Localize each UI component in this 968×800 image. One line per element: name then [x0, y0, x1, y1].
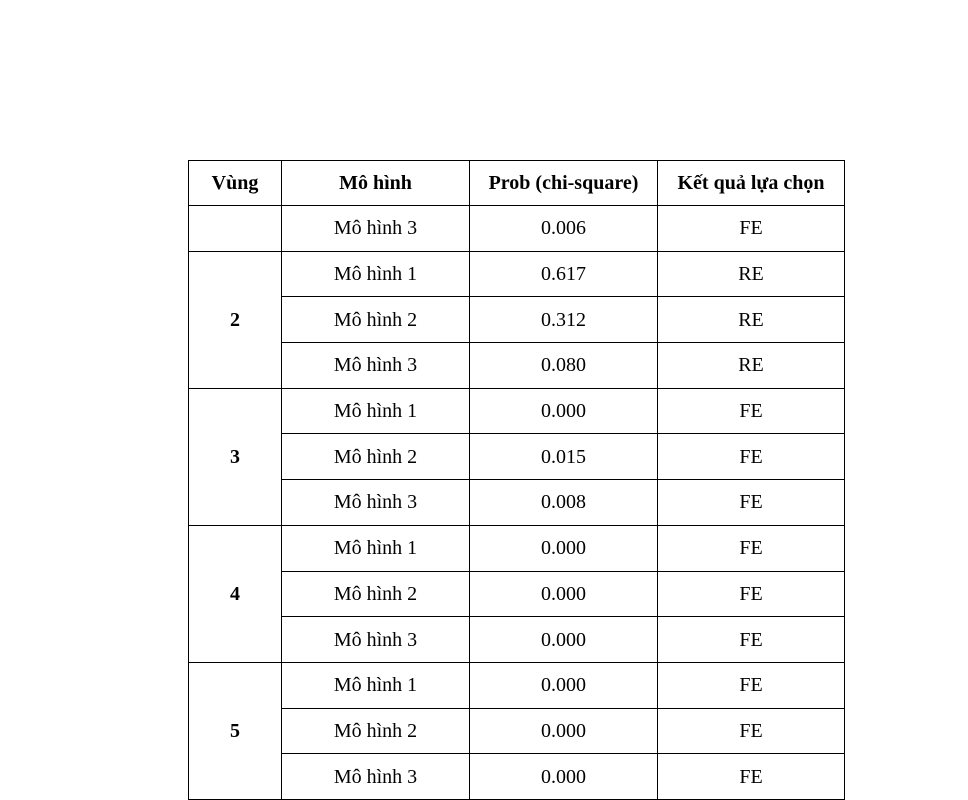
- region-cell: 3: [189, 388, 282, 525]
- model-cell: Mô hình 3: [282, 617, 470, 663]
- table-row: [189, 571, 845, 617]
- result-cell: FE: [658, 480, 845, 526]
- table-row: [189, 206, 845, 252]
- header-model: Mô hình: [282, 161, 470, 206]
- result-cell: FE: [658, 662, 845, 708]
- result-cell: FE: [658, 388, 845, 434]
- model-cell: Mô hình 1: [282, 662, 470, 708]
- model-cell: Mô hình 3: [282, 206, 470, 252]
- region-cell: [189, 206, 282, 252]
- table-row: [189, 662, 845, 708]
- model-cell: Mô hình 1: [282, 251, 470, 297]
- result-cell: FE: [658, 617, 845, 663]
- table-row: [189, 525, 845, 571]
- result-cell: FE: [658, 525, 845, 571]
- result-cell: FE: [658, 754, 845, 800]
- prob-cell: 0.080: [470, 343, 658, 389]
- prob-cell: 0.000: [470, 617, 658, 663]
- model-cell: Mô hình 2: [282, 571, 470, 617]
- prob-cell: 0.000: [470, 662, 658, 708]
- prob-cell: 0.000: [470, 571, 658, 617]
- results-table: [188, 160, 845, 800]
- model-cell: Mô hình 1: [282, 388, 470, 434]
- region-cell: 5: [189, 662, 282, 799]
- model-cell: Mô hình 3: [282, 754, 470, 800]
- table-row: [189, 388, 845, 434]
- result-cell: RE: [658, 251, 845, 297]
- region-cell: 2: [189, 251, 282, 388]
- prob-cell: 0.000: [470, 708, 658, 754]
- prob-cell: 0.617: [470, 251, 658, 297]
- prob-cell: 0.312: [470, 297, 658, 343]
- result-cell: FE: [658, 571, 845, 617]
- table-row: [189, 343, 845, 389]
- table-row: [189, 754, 845, 800]
- table-row: [189, 480, 845, 526]
- model-cell: Mô hình 3: [282, 480, 470, 526]
- model-cell: Mô hình 3: [282, 343, 470, 389]
- header-prob: Prob (chi-square): [470, 161, 658, 206]
- result-cell: RE: [658, 297, 845, 343]
- result-cell: FE: [658, 708, 845, 754]
- result-cell: FE: [658, 206, 845, 252]
- model-cell: Mô hình 2: [282, 297, 470, 343]
- result-cell: FE: [658, 434, 845, 480]
- region-cell: 4: [189, 525, 282, 662]
- header-result: Kết quả lựa chọn: [658, 161, 845, 206]
- prob-cell: 0.006: [470, 206, 658, 252]
- prob-cell: 0.015: [470, 434, 658, 480]
- model-cell: Mô hình 2: [282, 434, 470, 480]
- table-row: [189, 297, 845, 343]
- prob-cell: 0.008: [470, 480, 658, 526]
- result-cell: RE: [658, 343, 845, 389]
- header-row: [189, 161, 845, 206]
- table-row: [189, 708, 845, 754]
- model-cell: Mô hình 1: [282, 525, 470, 571]
- table-row: [189, 434, 845, 480]
- prob-cell: 0.000: [470, 525, 658, 571]
- table-body: [189, 206, 845, 800]
- prob-cell: 0.000: [470, 754, 658, 800]
- model-cell: Mô hình 2: [282, 708, 470, 754]
- table-row: [189, 251, 845, 297]
- header-region: Vùng: [189, 161, 282, 206]
- table-row: [189, 617, 845, 663]
- prob-cell: 0.000: [470, 388, 658, 434]
